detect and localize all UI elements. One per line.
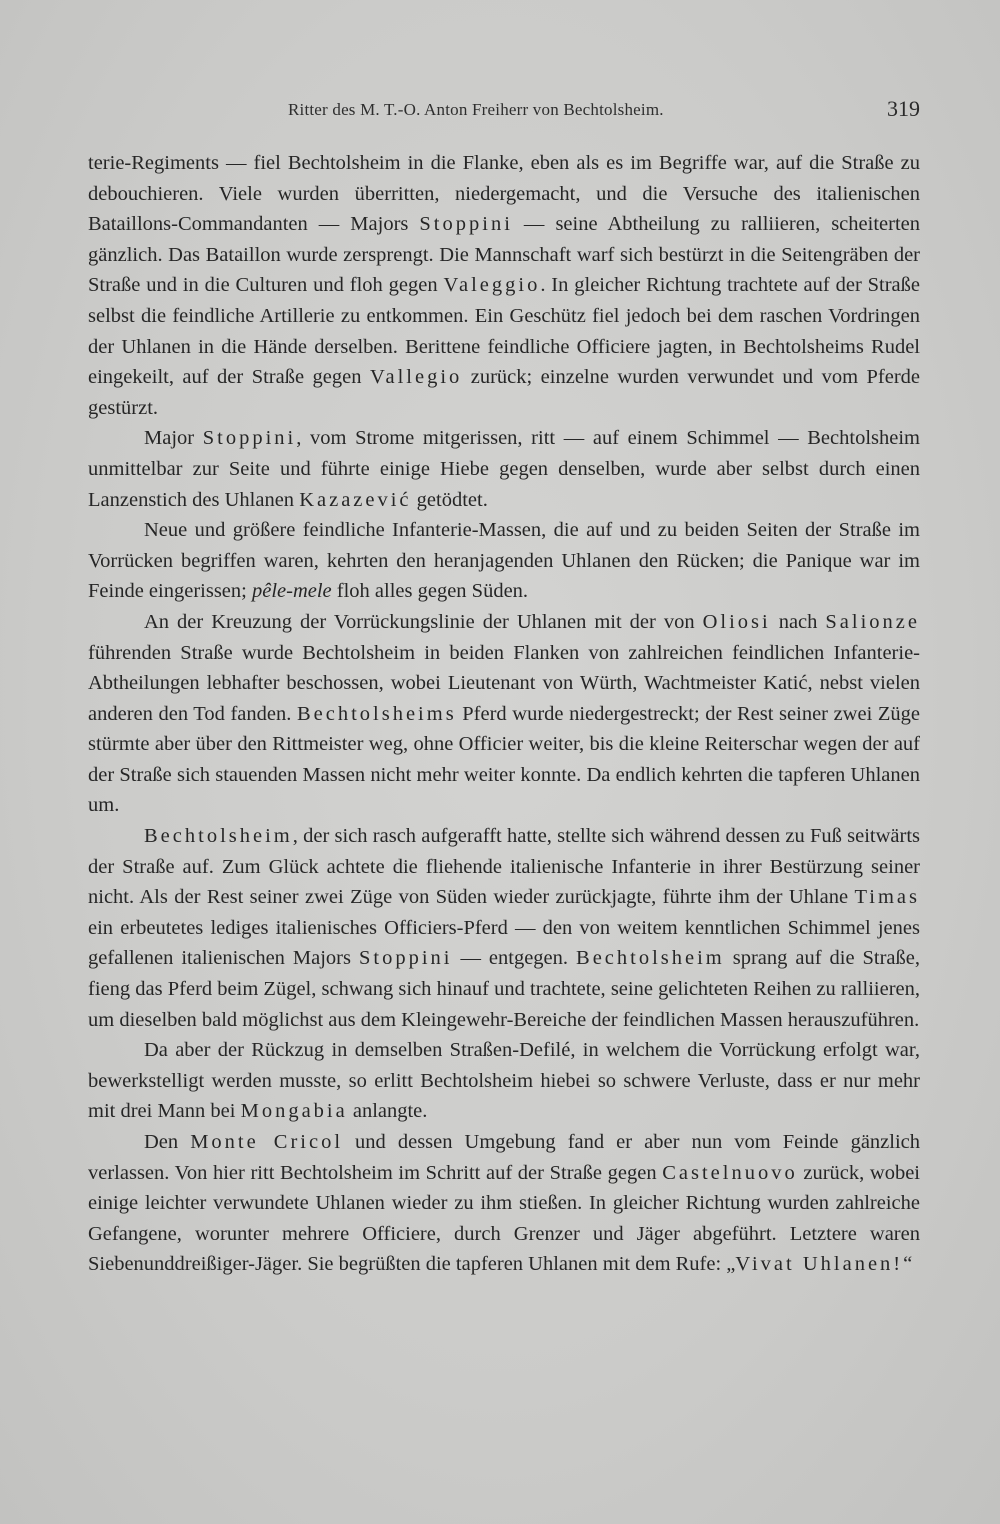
- spaced-name: Valeggio: [443, 274, 541, 297]
- spaced-name: Stoppini: [419, 213, 513, 236]
- spaced-name: Mongabia: [240, 1100, 348, 1123]
- text-run: und dessen Umgebung fand er aber nun vom Feinde gänzlich verlassen. Von hier ritt Bechtolsheim im Schritt auf der Straße gegen: [88, 1131, 921, 1184]
- paragraph: [88, 607, 920, 821]
- paragraph: [88, 148, 920, 423]
- spaced-name: Stoppini: [358, 947, 453, 970]
- spaced-name: Bechtolsheims: [296, 702, 457, 725]
- text-run: . In gleicher Richtung trachtete auf der Straße selbst die feindliche Artillerie zu entkommen. Ein Geschütz fiel jedoch bei dem raschen Vordringen der Uhlanen in die Hände derselben. Berittene feindliche Officiere jagten, in Bechtolsheims Rudel eingekeilt, auf der Straße gegen: [88, 274, 920, 389]
- paragraph: [88, 1035, 920, 1127]
- text-run: ein erbeutetes lediges italienisches Officiers-Pferd — den von weitem kenntlichen Schimmel jenes gefallenen italienischen Majors: [88, 916, 920, 970]
- text-run: nach: [770, 610, 826, 633]
- text-run: Major: [144, 427, 203, 450]
- text-run: Da aber der Rückzug in demselben Straßen-Defilé, in welchem die Vorrückung erfolgt war, bewerkstelligt werden musste, so erlitt Bechtolsheim hiebei so schwere Verluste, dass er nur mehr mit drei Mann bei: [88, 1039, 920, 1123]
- spaced-name: Castelnuovo: [662, 1161, 798, 1184]
- spaced-name: Vivat Uhlanen!: [735, 1253, 904, 1276]
- paragraph: [88, 821, 920, 1035]
- text-run: Pferd wurde niedergestreckt; der Rest seiner zwei Züge stürmte aber über den Rittmeister weg, ohne Officier weiter, bis die kleine Reiterschar wegen der auf der Straße sich stauenden Massen nicht mehr weiter konnte. Da endlich kehrten die tapferen Uhlanen um.: [88, 702, 920, 817]
- spaced-name: Salionze: [825, 610, 920, 633]
- text-run: zurück, wobei einige leichter verwundete Uhlanen wieder zu ihm stießen. In gleicher Richtung wurden zahlreiche Gefangene, worunter mehrere Officiere, durch Grenzer und Jäger abgeführt. Letztere waren Siebenunddreißiger-Jäger. Sie begrüßten die tapferen Uhlanen mit dem Rufe: „: [88, 1161, 920, 1276]
- spaced-name: Kazazević: [299, 488, 412, 511]
- spaced-name: Bechtolsheim: [576, 947, 725, 970]
- italic-text: pêle-mele: [251, 580, 332, 603]
- spaced-name: Bechtolsheim: [144, 825, 293, 848]
- spaced-name: Monte Cricol: [190, 1131, 344, 1153]
- text-run: getödtet.: [411, 488, 488, 511]
- text-run: Den: [144, 1131, 191, 1153]
- text-run: — entgegen.: [452, 947, 577, 970]
- spaced-name: Vallegio: [369, 366, 463, 389]
- text-run: , vom Strome mitgerissen, ritt — auf einem Schimmel — Bechtolsheim unmittelbar zur Seite und führte einige Hiebe gegen denselben, wurde aber selbst durch einen Lanzenstich des Uhlanen: [88, 427, 920, 511]
- paragraph: [88, 515, 920, 607]
- running-head: [88, 96, 920, 126]
- text-run: An der Kreuzung der Vorrückungslinie der Uhlanen mit der von: [144, 610, 703, 633]
- text-run: zurück; einzelne wurden verwundet und vom Pferde gestürzt.: [88, 366, 920, 419]
- text-run: , der sich rasch aufgerafft hatte, stellte sich während dessen zu Fuß seitwärts der Straße auf. Zum Glück achtete die fliehende italienische Infanterie in ihrer Bestürzung seiner nicht. Als der Rest seiner zwei Züge von Süden wieder zurückjagte, führte ihm der Uhlane: [88, 825, 920, 909]
- text-run: terie-Regiments — fiel Bechtolsheim in die Flanke, eben als es im Begriffe war, auf die Straße zu debouchieren. Viele wurden überritten, niedergemacht, und die Versuche des italienischen Bataillons-Commandanten — Majors: [88, 152, 920, 236]
- spaced-name: Oliosi: [702, 610, 771, 633]
- text-run: “: [903, 1253, 913, 1276]
- text-run: führenden Straße wurde Bechtolsheim in beiden Flanken von zahlreichen feindlichen Infanterie-Abtheilungen lebhafter beschossen, wobei Lieutenant von Würth, Wachtmeister Katić, nebst vielen anderen den Tod fanden.: [88, 641, 920, 725]
- text-run: — seine Abtheilung zu ralliieren, scheiterten gänzlich. Das Bataillon wurde zersprengt. Die Mannschaft warf sich bestürzt in die Seitengräben der Straße und in die Culturen und floh gegen: [88, 213, 920, 297]
- paragraph: [88, 423, 920, 515]
- paragraph: [88, 1127, 920, 1280]
- text-run: sprang auf die Straße, fieng das Pferd beim Zügel, schwang sich hinauf und trachtete, seine gelichteten Reihen zu ralliieren, um dieselben bald möglichst aus dem Kleingewehr-Bereiche der feindlichen Massen herauszuführen.: [88, 947, 921, 1031]
- running-title: Ritter des M. T.-O. Anton Freiherr von Bechtolsheim.: [288, 100, 664, 119]
- spaced-name: Stoppini: [202, 427, 297, 450]
- text-run: anlangte.: [347, 1100, 428, 1123]
- page-number: 319: [887, 96, 920, 121]
- body-text: [88, 148, 920, 1280]
- text-run: floh alles gegen Süden.: [331, 580, 529, 603]
- spaced-name: Timas: [854, 886, 920, 909]
- text-run: Neue und größere feindliche Infanterie-Massen, die auf und zu beiden Seiten der Straße im Vorrücken begriffen waren, kehrten den heranjagenden Uhlanen den Rücken; die Panique war im Feinde eingerissen;: [88, 519, 920, 603]
